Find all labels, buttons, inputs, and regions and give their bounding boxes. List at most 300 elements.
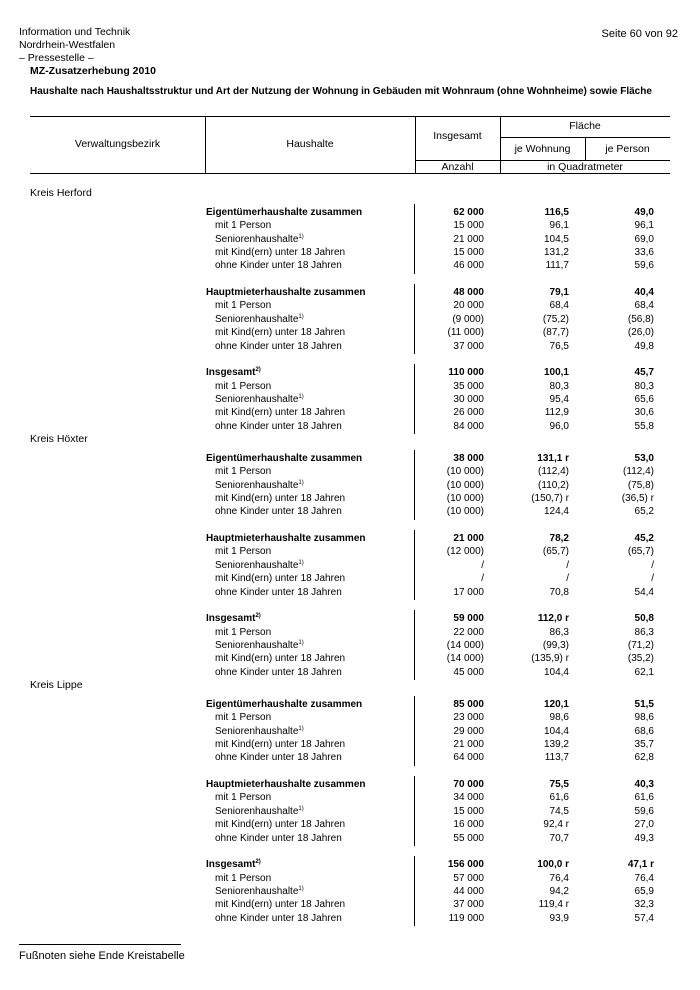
row-label-text: Hauptmieterhaushalte zusammen: [206, 533, 366, 545]
row-label: [206, 286, 366, 299]
table-row: [0, 559, 700, 572]
cell-per-dwelling: 74,5: [549, 805, 569, 817]
row-label-text: Seniorenhaushalte: [215, 559, 299, 571]
cell-per-dwelling: 124,4: [543, 506, 569, 518]
cell-per-dwelling: 98,6: [549, 712, 569, 724]
row-label: [215, 465, 271, 478]
org-name-line3: – Pressestelle –: [19, 52, 94, 64]
cell-total: 21 000: [453, 233, 484, 245]
cell-total: 22 000: [453, 626, 484, 638]
survey-title: MZ-Zusatzerhebung 2010: [30, 65, 157, 77]
cell-per-dwelling: 104,5: [543, 233, 569, 245]
row-label-text: Hauptmieterhaushalte zusammen: [206, 287, 366, 299]
cell-per-dwelling: 79,1: [549, 287, 569, 299]
cell-per-person: 62,8: [634, 752, 654, 764]
row-label-text: mit 1 Person: [215, 546, 272, 558]
row-label: [215, 420, 342, 433]
cell-per-person: 68,4: [634, 300, 654, 312]
page-number: Seite 60 von 92: [601, 28, 678, 40]
row-label: [215, 406, 345, 419]
cell-per-person: 65,6: [634, 393, 654, 405]
row-label-text: mit Kind(ern) unter 18 Jahren: [215, 493, 346, 505]
cell-per-dwelling: (99,3): [542, 639, 569, 651]
cell-per-dwelling: (110,2): [538, 479, 569, 491]
row-label: [215, 912, 342, 925]
row-label-text: Seniorenhaushalte: [215, 639, 299, 651]
row-label: [215, 751, 342, 764]
row-label: [215, 326, 345, 339]
table-row: [0, 299, 700, 312]
cell-per-dwelling: (65,7): [542, 546, 569, 558]
footnote-reference: Fußnoten siehe Ende Kreistabelle: [19, 950, 185, 962]
cell-total: 57 000: [453, 872, 484, 884]
cell-total: 45 000: [453, 666, 484, 678]
cell-total: 62 000: [453, 207, 484, 218]
cell-per-person: 49,3: [634, 832, 654, 844]
cell-per-dwelling: 70,8: [549, 586, 569, 598]
cell-total: 20 000: [453, 300, 484, 312]
table-row: [0, 832, 700, 845]
cell-per-dwelling: 119,4 r: [538, 899, 569, 911]
table-row: [0, 666, 700, 679]
cell-per-person: 50,8: [634, 613, 654, 625]
table-row: [0, 885, 700, 898]
table-row: [0, 872, 700, 885]
org-name-line1: Information und Technik: [19, 26, 131, 38]
row-label-text: Seniorenhaushalte: [215, 233, 299, 245]
row-label-text: mit Kind(ern) unter 18 Jahren: [215, 247, 346, 259]
row-label-text: ohne Kinder unter 18 Jahren: [215, 752, 342, 764]
row-label-text: ohne Kinder unter 18 Jahren: [215, 832, 342, 844]
cell-per-dwelling: 112,9: [544, 407, 569, 419]
table-row: [0, 898, 700, 911]
footnote-marker: 1): [298, 639, 304, 646]
cell-per-person: 35,7: [634, 739, 654, 751]
row-label-text: ohne Kinder unter 18 Jahren: [215, 586, 342, 598]
cell-total: 16 000: [453, 819, 484, 831]
cell-total: (11 000): [447, 327, 484, 339]
cell-total: (10 000): [446, 466, 484, 478]
cell-total: 15 000: [453, 805, 484, 817]
cell-total: 29 000: [453, 725, 484, 737]
cell-per-person: 96,1: [634, 220, 654, 232]
cell-per-dwelling: (135,9) r: [531, 653, 569, 665]
cell-per-person: 32,3: [634, 899, 654, 911]
cell-per-dwelling: 113,7: [544, 752, 569, 764]
row-label: [215, 545, 271, 558]
row-label: [215, 313, 304, 326]
cell-per-person: 49,8: [634, 340, 654, 352]
footnote-marker: 1): [298, 479, 304, 486]
row-label: [215, 380, 271, 393]
cell-total: /: [481, 573, 484, 585]
table-row: [0, 626, 700, 639]
row-label-text: Insgesamt: [206, 367, 256, 379]
cell-per-person: (65,7): [627, 546, 654, 558]
cell-per-person: 68,6: [634, 725, 654, 737]
cell-per-dwelling: 75,5: [549, 779, 569, 791]
cell-total: 21 000: [453, 533, 484, 545]
table-row: [0, 711, 700, 724]
cell-total: 15 000: [453, 247, 484, 259]
row-label-text: mit Kind(ern) unter 18 Jahren: [215, 327, 346, 339]
table-row: [0, 233, 700, 246]
cell-total: 30 000: [453, 393, 484, 405]
table-row: [0, 751, 700, 764]
cell-per-person: 55,8: [634, 420, 654, 432]
cell-per-person: 47,1 r: [627, 859, 654, 871]
cell-per-dwelling: 139,2: [543, 739, 569, 751]
row-label: [215, 626, 271, 639]
table-row-subtotal: [0, 286, 700, 299]
cell-per-dwelling: 93,9: [549, 912, 569, 924]
cell-per-person: 49,0: [634, 207, 654, 218]
org-name-line2: Nordrhein-Westfalen: [19, 39, 116, 51]
cell-per-dwelling: (75,2): [542, 313, 569, 325]
cell-per-person: 61,6: [634, 792, 654, 804]
footnote-marker: 1): [298, 805, 304, 812]
table-row: [0, 545, 700, 558]
table-row: [0, 805, 700, 818]
cell-per-dwelling: 112,0 r: [537, 613, 569, 625]
row-label-text: Seniorenhaushalte: [215, 725, 299, 737]
row-label: [206, 366, 261, 379]
cell-per-dwelling: 104,4: [543, 725, 569, 737]
row-label-text: ohne Kinder unter 18 Jahren: [215, 666, 342, 678]
row-label: [206, 452, 362, 465]
cell-per-person: 51,5: [634, 699, 654, 710]
cell-total: (14 000): [446, 639, 484, 651]
table-row-subtotal: [0, 366, 700, 379]
cell-per-person: (35,2): [627, 653, 654, 665]
cell-per-person: 40,3: [634, 779, 654, 791]
cell-per-person: /: [651, 559, 654, 571]
cell-per-dwelling: 100,0 r: [537, 859, 569, 871]
cell-total: 17 000: [453, 586, 484, 598]
cell-per-dwelling: 111,7: [545, 260, 569, 272]
row-label-text: Seniorenhaushalte: [215, 393, 299, 405]
cell-per-dwelling: 68,4: [549, 300, 569, 312]
table-row: [0, 465, 700, 478]
cell-per-person: 33,6: [634, 247, 654, 259]
row-label: [206, 206, 362, 219]
cell-per-dwelling: 80,3: [549, 380, 569, 392]
row-label: [215, 725, 304, 738]
cell-total: 156 000: [447, 859, 484, 871]
row-label-text: Seniorenhaushalte: [215, 885, 299, 897]
row-label-text: mit 1 Person: [215, 626, 272, 638]
cell-total: (14 000): [446, 653, 484, 665]
table-row: [0, 313, 700, 326]
cell-per-person: (56,8): [627, 313, 654, 325]
cell-per-person: 45,2: [634, 533, 654, 545]
cell-per-person: (112,4): [623, 466, 654, 478]
table-row-subtotal: [0, 778, 700, 791]
cell-total: 70 000: [453, 779, 484, 791]
cell-per-dwelling: 116,5: [544, 207, 569, 218]
cell-total: /: [481, 559, 484, 571]
cell-per-person: (71,2): [627, 639, 654, 651]
table-row: [0, 340, 700, 353]
cell-per-person: 27,0: [634, 819, 654, 831]
cell-total: (9 000): [452, 313, 484, 325]
table-row: [0, 652, 700, 665]
col-per-person-header: je Person: [605, 143, 650, 155]
cell-per-person: 86,3: [634, 626, 654, 638]
cell-per-dwelling: 100,1: [543, 367, 569, 379]
table-row: [0, 791, 700, 804]
cell-per-dwelling: 86,3: [549, 626, 569, 638]
table-row-subtotal: [0, 206, 700, 219]
footnote-marker: 1): [298, 885, 304, 892]
cell-total: (12 000): [446, 546, 484, 558]
table-row: [0, 393, 700, 406]
table-row: [0, 639, 700, 652]
cell-per-dwelling: 92,4 r: [543, 819, 569, 831]
cell-total: (10 000): [446, 479, 484, 491]
table-row: [0, 912, 700, 925]
row-label: [215, 219, 271, 232]
cell-total: 26 000: [453, 407, 484, 419]
footnote-marker: 2): [255, 859, 261, 866]
unit-count-label: Anzahl: [441, 161, 474, 173]
footnote-marker: 2): [255, 367, 261, 374]
row-label-text: mit 1 Person: [215, 712, 272, 724]
cell-per-dwelling: 95,4: [549, 393, 569, 405]
row-label: [206, 698, 362, 711]
table-row: [0, 420, 700, 433]
col-total-header: Insgesamt: [433, 130, 482, 142]
cell-per-dwelling: 94,2: [549, 885, 569, 897]
row-label-text: mit Kind(ern) unter 18 Jahren: [215, 739, 346, 751]
cell-per-person: (26,0): [627, 327, 654, 339]
row-label-text: ohne Kinder unter 18 Jahren: [215, 260, 342, 272]
district-name: Kreis Lippe: [30, 679, 83, 691]
row-label: [215, 805, 304, 818]
cell-total: 110 000: [448, 367, 484, 379]
row-label-text: Seniorenhaushalte: [215, 805, 299, 817]
cell-total: 23 000: [453, 712, 484, 724]
cell-per-dwelling: 104,4: [543, 666, 569, 678]
cell-per-dwelling: 131,2: [543, 247, 569, 259]
cell-per-dwelling: (150,7) r: [531, 493, 569, 505]
cell-per-dwelling: 96,1: [549, 220, 569, 232]
row-label-text: Hauptmieterhaushalte zusammen: [206, 779, 366, 791]
row-label-text: mit 1 Person: [215, 300, 272, 312]
cell-per-person: /: [651, 573, 654, 585]
row-label-text: mit 1 Person: [215, 380, 272, 392]
row-label: [215, 559, 304, 572]
col-district-header: Verwaltungsbezirk: [74, 138, 161, 150]
row-label: [215, 738, 345, 751]
footnote-marker: 1): [298, 233, 304, 240]
cell-total: 35 000: [453, 380, 484, 392]
cell-total: 34 000: [453, 792, 484, 804]
row-label-text: ohne Kinder unter 18 Jahren: [215, 340, 342, 352]
row-label: [215, 340, 342, 353]
cell-per-person: 54,4: [634, 586, 654, 598]
row-label-text: mit 1 Person: [215, 792, 272, 804]
table-row: [0, 406, 700, 419]
row-label: [215, 246, 345, 259]
row-label: [215, 479, 304, 492]
footnote-marker: 1): [298, 313, 304, 320]
cell-total: 64 000: [453, 752, 484, 764]
cell-per-person: 59,6: [634, 260, 654, 272]
row-label: [215, 898, 345, 911]
cell-total: 85 000: [453, 699, 484, 710]
cell-per-dwelling: 76,5: [549, 340, 569, 352]
table-row-subtotal: [0, 698, 700, 711]
cell-per-dwelling: 96,0: [549, 420, 569, 432]
col-households-header: Haushalte: [286, 138, 334, 150]
row-label: [215, 505, 342, 518]
table-row: [0, 505, 700, 518]
table-row: [0, 818, 700, 831]
cell-total: 48 000: [453, 287, 484, 299]
row-label: [215, 832, 342, 845]
table-row: [0, 246, 700, 259]
unit-area-label: in Quadratmeter: [547, 161, 623, 173]
cell-per-person: 53,0: [634, 453, 654, 464]
cell-per-person: 69,0: [634, 233, 654, 245]
cell-total: 38 000: [453, 453, 484, 464]
footnote-separator: [19, 944, 181, 945]
row-label-text: mit Kind(ern) unter 18 Jahren: [215, 899, 346, 911]
row-label-text: Insgesamt: [206, 859, 256, 871]
row-label: [215, 492, 345, 505]
row-label-text: mit Kind(ern) unter 18 Jahren: [215, 819, 346, 831]
table-row-subtotal: [0, 612, 700, 625]
row-label-text: mit 1 Person: [215, 220, 272, 232]
row-label-text: Seniorenhaushalte: [215, 313, 299, 325]
cell-per-dwelling: 120,1: [543, 699, 569, 710]
table-row: [0, 479, 700, 492]
cell-per-person: 45,7: [634, 367, 654, 379]
cell-total: 119 000: [448, 912, 484, 924]
cell-total: 15 000: [453, 220, 484, 232]
row-label: [215, 299, 271, 312]
col-per-dwelling-header: je Wohnung: [514, 143, 571, 155]
cell-total: 59 000: [453, 613, 484, 625]
table-row: [0, 572, 700, 585]
cell-per-person: 57,4: [634, 912, 654, 924]
cell-total: 37 000: [453, 899, 484, 911]
table-row-subtotal: [0, 452, 700, 465]
table-row: [0, 219, 700, 232]
row-label-text: Eigentümerhaushalte zusammen: [206, 207, 363, 218]
cell-total: (10 000): [446, 493, 484, 505]
row-label-text: ohne Kinder unter 18 Jahren: [215, 912, 342, 924]
row-label-text: Seniorenhaushalte: [215, 479, 299, 491]
cell-per-dwelling: (87,7): [542, 327, 569, 339]
row-label: [215, 885, 304, 898]
cell-total: (10 000): [446, 506, 484, 518]
cell-per-person: 80,3: [634, 380, 654, 392]
row-label: [215, 393, 304, 406]
table-title: Haushalte nach Haushaltsstruktur und Art der Nutzung der Wohnung in Gebäuden mit Wohnraum (ohne Wohnheime) sowie Fläche: [30, 86, 652, 97]
footnote-marker: 1): [298, 725, 304, 732]
cell-per-dwelling: /: [566, 559, 569, 571]
cell-total: 37 000: [453, 340, 484, 352]
row-label-text: ohne Kinder unter 18 Jahren: [215, 420, 342, 432]
row-label: [215, 233, 304, 246]
cell-per-dwelling: /: [566, 573, 569, 585]
row-label: [215, 711, 271, 724]
cell-per-person: 76,4: [634, 872, 654, 884]
row-label: [215, 572, 345, 585]
row-label-text: mit Kind(ern) unter 18 Jahren: [215, 653, 346, 665]
row-label: [206, 858, 261, 871]
cell-per-person: 62,1: [634, 666, 654, 678]
row-label: [215, 666, 342, 679]
cell-per-person: (75,8): [627, 479, 654, 491]
cell-total: 21 000: [453, 739, 484, 751]
row-label-text: Eigentümerhaushalte zusammen: [206, 453, 363, 464]
row-label-text: Insgesamt: [206, 613, 256, 625]
cell-total: 46 000: [453, 260, 484, 272]
row-label: [215, 791, 271, 804]
cell-per-person: 40,4: [634, 287, 654, 299]
row-label-text: mit Kind(ern) unter 18 Jahren: [215, 573, 346, 585]
cell-total: 84 000: [453, 420, 484, 432]
table-row: [0, 586, 700, 599]
cell-per-person: 98,6: [634, 712, 654, 724]
table-row: [0, 380, 700, 393]
table-row: [0, 326, 700, 339]
cell-per-dwelling: (112,4): [538, 466, 569, 478]
row-label-text: mit 1 Person: [215, 872, 272, 884]
table-row-subtotal: [0, 858, 700, 871]
row-label: [215, 259, 342, 272]
cell-total: 44 000: [453, 885, 484, 897]
table-row: [0, 725, 700, 738]
row-label-text: Eigentümerhaushalte zusammen: [206, 699, 363, 710]
table-row: [0, 492, 700, 505]
district-name: Kreis Höxter: [30, 433, 88, 445]
row-label-text: mit Kind(ern) unter 18 Jahren: [215, 407, 346, 419]
row-label-text: ohne Kinder unter 18 Jahren: [215, 506, 342, 518]
row-label: [215, 639, 304, 652]
col-area-header: Fläche: [569, 120, 601, 132]
cell-per-person: 30,6: [634, 407, 654, 419]
table-row: [0, 259, 700, 272]
row-label: [206, 532, 366, 545]
cell-per-person: 65,9: [634, 885, 654, 897]
row-label: [215, 586, 342, 599]
table-row: [0, 738, 700, 751]
cell-per-dwelling: 61,6: [549, 792, 569, 804]
cell-total: 55 000: [453, 832, 484, 844]
cell-per-person: 65,2: [634, 506, 654, 518]
row-label: [206, 778, 366, 791]
footnote-marker: 1): [298, 559, 304, 566]
cell-per-person: 59,6: [634, 805, 654, 817]
row-label: [215, 818, 345, 831]
cell-per-person: (36,5) r: [621, 493, 654, 505]
cell-per-dwelling: 70,7: [549, 832, 569, 844]
row-label-text: mit 1 Person: [215, 466, 272, 478]
table-row-subtotal: [0, 532, 700, 545]
footnote-marker: 2): [255, 613, 261, 620]
district-name: Kreis Herford: [30, 187, 92, 199]
cell-per-dwelling: 76,4: [549, 872, 569, 884]
cell-per-dwelling: 78,2: [549, 533, 569, 545]
footnote-marker: 1): [298, 393, 304, 400]
row-label: [215, 872, 271, 885]
cell-per-dwelling: 131,1 r: [537, 453, 569, 464]
row-label: [206, 612, 261, 625]
